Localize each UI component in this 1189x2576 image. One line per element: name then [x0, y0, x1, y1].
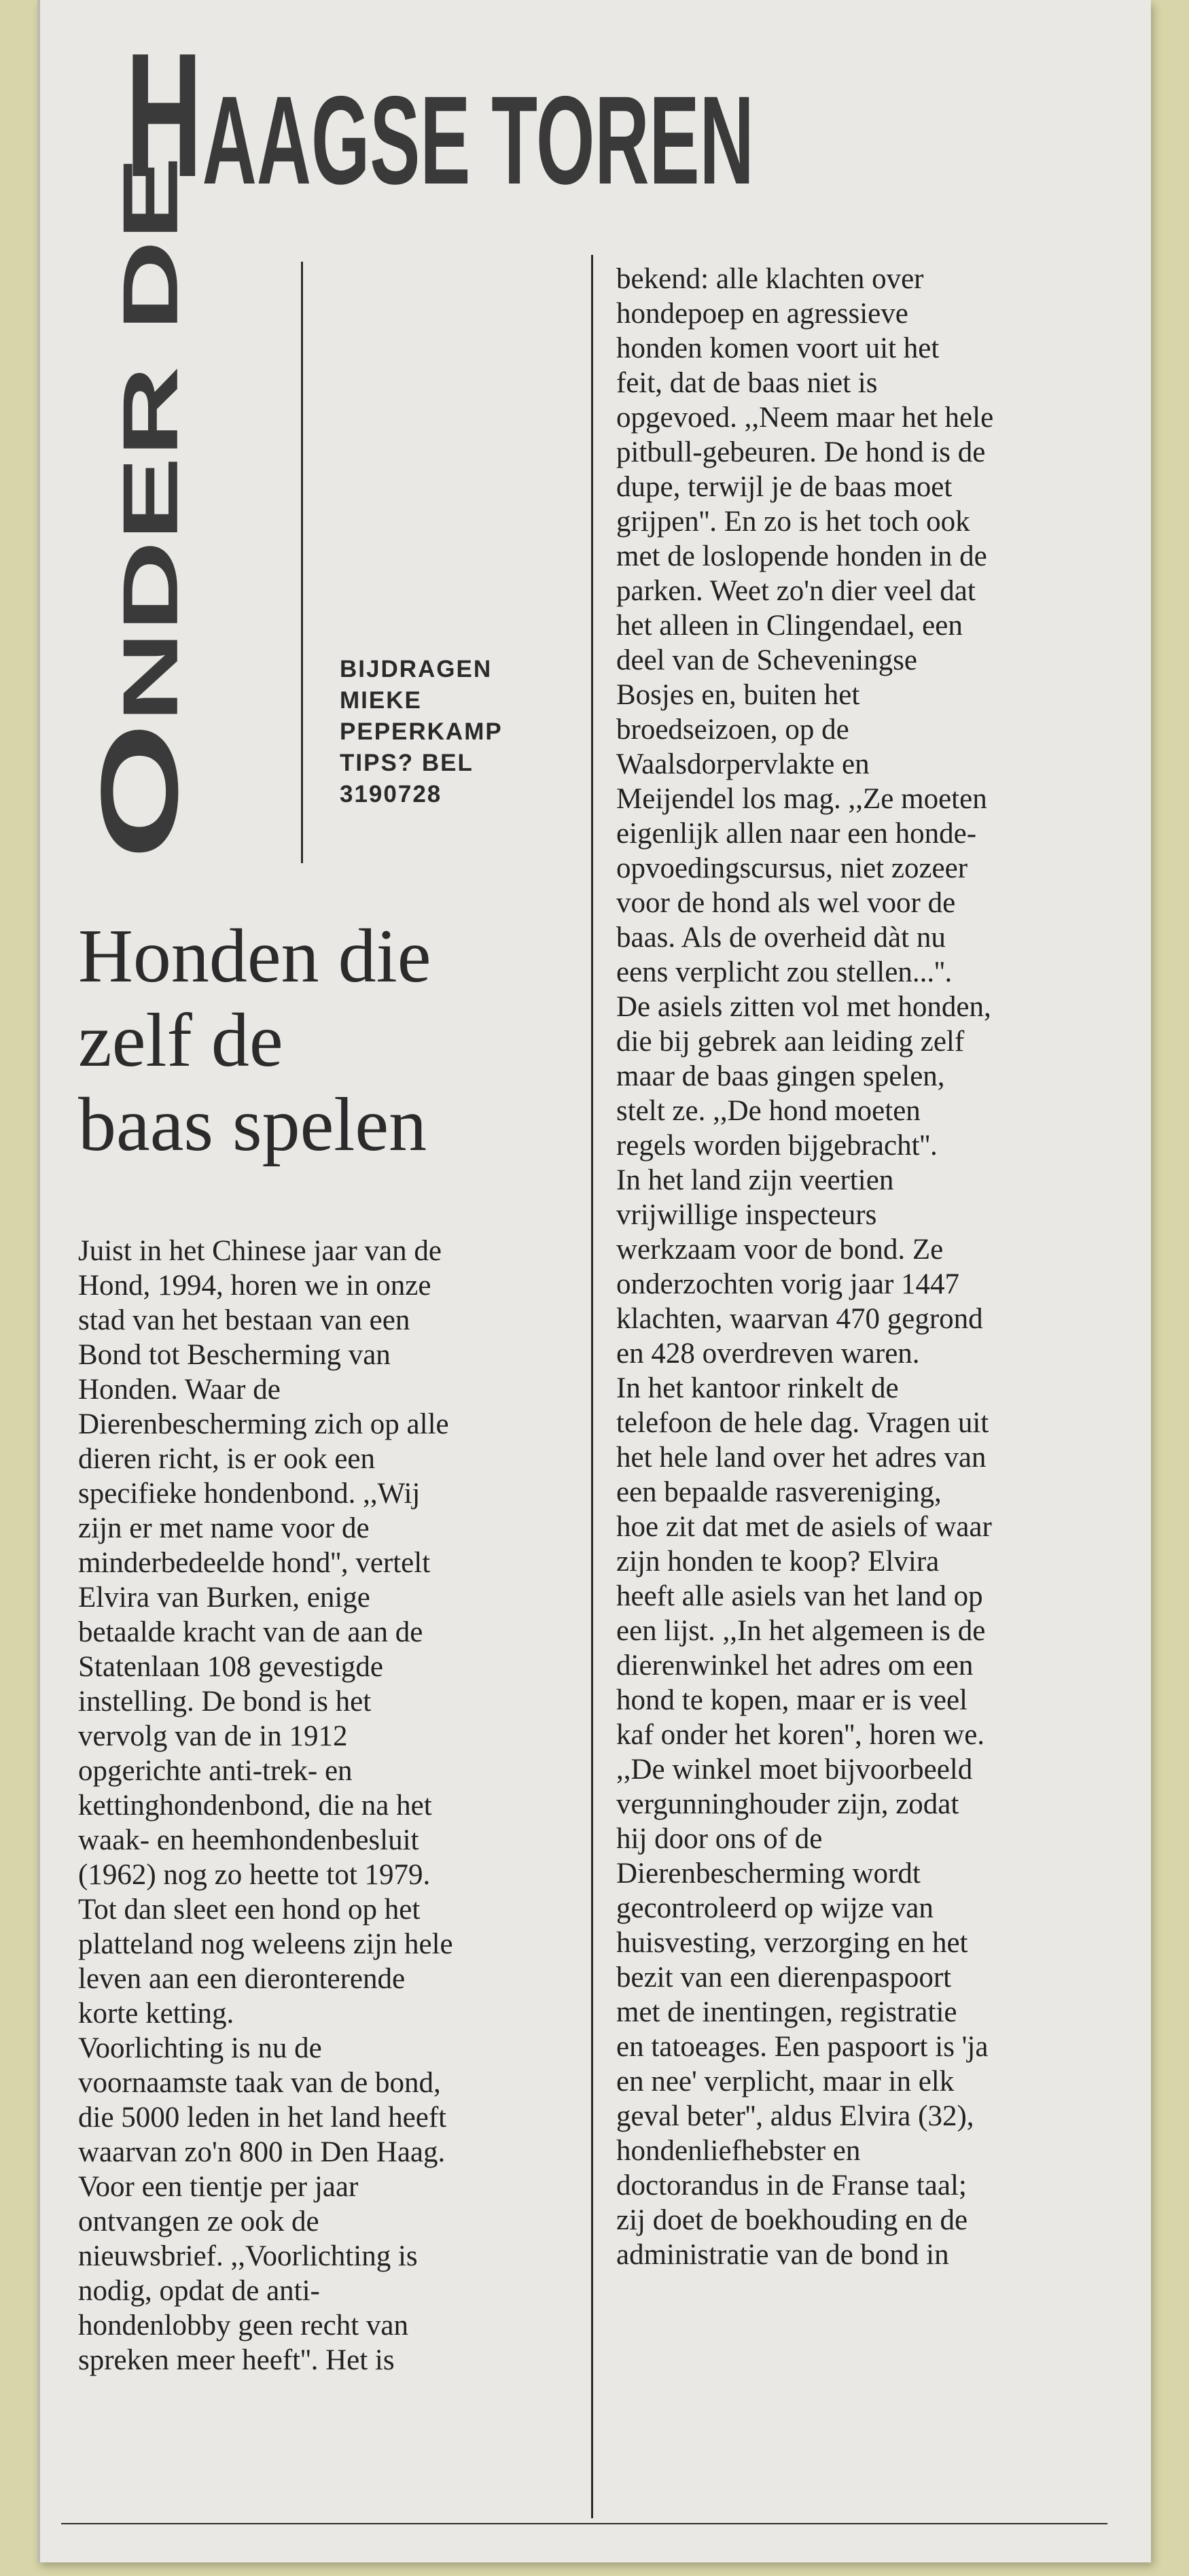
article-line: opgevoed. ,,Neem maar het hele [616, 402, 994, 434]
article-line: heeft alle asiels van het land op [616, 1580, 983, 1612]
article-line: broedseizoen, op de [616, 714, 849, 746]
article-line: waak- en heemhondenbesluit [78, 1824, 419, 1856]
article-column-right [616, 262, 993, 2272]
article-line: hondenlobby geen recht van [78, 2310, 408, 2342]
article-line: grijpen''. En zo is het toch ook [616, 506, 970, 538]
article-line: kettinghondenbond, die na het [78, 1790, 432, 1822]
article-line: eigenlijk allen naar een honde- [616, 818, 977, 850]
article-line: stad van het bestaan van een [78, 1304, 410, 1336]
article-line: opgerichte anti-trek- en [78, 1755, 353, 1787]
article-line: Waalsdorpervlakte en [616, 748, 870, 780]
article-line: Honden. Waar de [78, 1374, 281, 1406]
article-line: nieuwsbrief. ,,Voorlichting is [78, 2240, 418, 2272]
article-line: hoe zit dat met de asiels of waar [616, 1511, 992, 1543]
masthead-title [126, 17, 754, 214]
article-line: hij door ons of de [616, 1823, 823, 1855]
article-line: Bosjes en, buiten het [616, 679, 860, 711]
article-line: instelling. De bond is het [78, 1686, 372, 1718]
article-line: baas. Als de overheid dàt nu [616, 922, 946, 954]
article-line: deel van de Scheveningse [616, 644, 917, 676]
article-line: In het kantoor rinkelt de [616, 1372, 899, 1404]
article-line: doctorandus in de Franse taal; [616, 2170, 967, 2201]
article-line: voornaamste taak van de bond, [78, 2067, 441, 2099]
article-line: vervolg van de in 1912 [78, 1720, 348, 1752]
article-line: een bepaalde rasvereniging, [616, 1476, 942, 1508]
article-line: klachten, waarvan 470 gegrond [616, 1303, 983, 1335]
article-column-left [78, 1234, 453, 2378]
article-line: met de inentingen, registratie [616, 1996, 957, 2028]
article-line: Voorlichting is nu de [78, 2032, 322, 2064]
article-line: Dierenbescherming wordt [616, 1858, 921, 1890]
article-line: leven aan een dieronterende [78, 1963, 406, 1995]
article-line: ,,De winkel moet bijvoorbeeld [616, 1754, 973, 1786]
article-line: met de loslopende honden in de [616, 540, 987, 572]
article-line: telefoon de hele dag. Vragen uit [616, 1407, 989, 1439]
headline-line: zelf de [78, 998, 283, 1083]
article-line: feit, dat de baas niet is [616, 367, 878, 399]
article-line: minderbedeelde hond'', vertelt [78, 1547, 431, 1579]
masthead-side-title [78, 156, 201, 860]
article-line: werkzaam voor de bond. Ze [616, 1234, 944, 1266]
article-line: dieren richt, is er ook een [78, 1443, 375, 1475]
byline-line: 3190728 [340, 781, 442, 807]
byline-line: TIPS? BEL [340, 750, 474, 776]
article-line: vrijwillige inspecteurs [616, 1199, 877, 1231]
byline-divider [301, 262, 303, 863]
article-line: bekend: alle klachten over [616, 263, 924, 295]
article-line: Bond tot Bescherming van [78, 1339, 391, 1371]
article-line: nodig, opdat de anti- [78, 2275, 320, 2307]
article-line: het alleen in Clingendael, een [616, 610, 963, 642]
article-line: hondenliefhebster en [616, 2135, 861, 2167]
article-line: honden komen voort uit het [616, 332, 940, 364]
masthead-side-initial: O [78, 722, 201, 860]
headline-line: Honden die [78, 914, 431, 998]
masthead-top-initial: H [126, 17, 202, 214]
article-line: vergunninghouder zijn, zodat [616, 1788, 959, 1820]
article-line: regels worden bijgebracht''. [616, 1130, 938, 1162]
article-line: en nee' verplicht, maar in elk [616, 2066, 955, 2098]
article-line: en 428 overdreven waren. [616, 1338, 920, 1370]
byline-line: PEPERKAMP [340, 718, 503, 745]
article-line: pitbull-gebeuren. De hond is de [616, 436, 986, 468]
article-line: administratie van de bond in [616, 2239, 949, 2271]
article-line: een lijst. ,,In het algemeen is de [616, 1615, 986, 1647]
byline [340, 654, 544, 810]
article-line: Statenlaan 108 gevestigde [78, 1651, 383, 1683]
article-line: dierenwinkel het adres om een [616, 1650, 974, 1682]
article-line: Dierenbescherming zich op alle [78, 1408, 449, 1440]
article-line: ontvangen ze ook de [78, 2206, 319, 2238]
article-line: voor de hond als wel voor de [616, 887, 956, 919]
article-line: (1962) nog zo heette tot 1979. [78, 1859, 431, 1891]
article-line: hondepoep en agressieve [616, 298, 908, 330]
article-line: waarvan zo'n 800 in Den Haag. [78, 2136, 446, 2168]
article-line: die bij gebrek aan leiding zelf [616, 1026, 965, 1058]
article-line: geval beter'', aldus Elvira (32), [616, 2100, 974, 2132]
article-line: zijn er met name voor de [78, 1512, 370, 1544]
article-line: stelt ze. ,,De hond moeten [616, 1095, 921, 1127]
article-line: gecontroleerd op wijze van [616, 1892, 934, 1924]
article-line: maar de baas gingen spelen, [616, 1060, 945, 1092]
masthead-top-rest: AAGSE TOREN [202, 71, 754, 211]
masthead-side-rest: NDER DE [107, 156, 194, 723]
article-line: Voor een tientje per jaar [78, 2171, 359, 2203]
article-line: zijn honden te koop? Elvira [616, 1546, 940, 1578]
article-line: het hele land over het adres van [616, 1442, 987, 1474]
article-line: spreken meer heeft''. Het is [78, 2344, 395, 2376]
article-line: en tatoeages. Een paspoort is 'ja [616, 2031, 989, 2063]
article-line: betaalde kracht van de aan de [78, 1616, 423, 1648]
article-line: eens verplicht zou stellen...''. [616, 956, 953, 988]
byline-line: BIJDRAGEN [340, 656, 493, 682]
article-line: Hond, 1994, horen we in onze [78, 1270, 431, 1302]
article-line: hond te kopen, maar er is veel [616, 1684, 968, 1716]
headline-line: baas spelen [78, 1083, 427, 1167]
article-line: platteland nog weleens zijn hele [78, 1928, 453, 1960]
article-line: In het land zijn veertien [616, 1164, 894, 1196]
article-line: die 5000 leden in het land heeft [78, 2102, 447, 2134]
article-line: korte ketting. [78, 1998, 234, 2030]
article-line: huisvesting, verzorging en het [616, 1927, 968, 1959]
article-line: opvoedingscursus, niet zozeer [616, 852, 968, 884]
article-line: onderzochten vorig jaar 1447 [616, 1268, 960, 1300]
article-line: bezit van een dierenpaspoort [616, 1962, 952, 1994]
article-line: Tot dan sleet een hond op het [78, 1894, 421, 1926]
bottom-rule [61, 2523, 1107, 2524]
article-line: specifieke hondenbond. ,,Wij [78, 1478, 421, 1510]
article-line: Elvira van Burken, enige [78, 1582, 370, 1614]
byline-line: MIEKE [340, 687, 422, 714]
article-line: dupe, terwijl je de baas moet [616, 471, 953, 503]
article-line: Meijendel los mag. ,,Ze moeten [616, 783, 987, 815]
article-line: zij doet de boekhouding en de [616, 2204, 968, 2236]
article-headline [78, 914, 581, 1167]
article-line: Juist in het Chinese jaar van de [78, 1235, 442, 1267]
article-line: kaf onder het koren'', horen we. [616, 1719, 985, 1751]
column-divider [591, 255, 593, 2518]
article-line: parken. Weet zo'n dier veel dat [616, 575, 976, 607]
article-line: De asiels zitten vol met honden, [616, 991, 991, 1023]
